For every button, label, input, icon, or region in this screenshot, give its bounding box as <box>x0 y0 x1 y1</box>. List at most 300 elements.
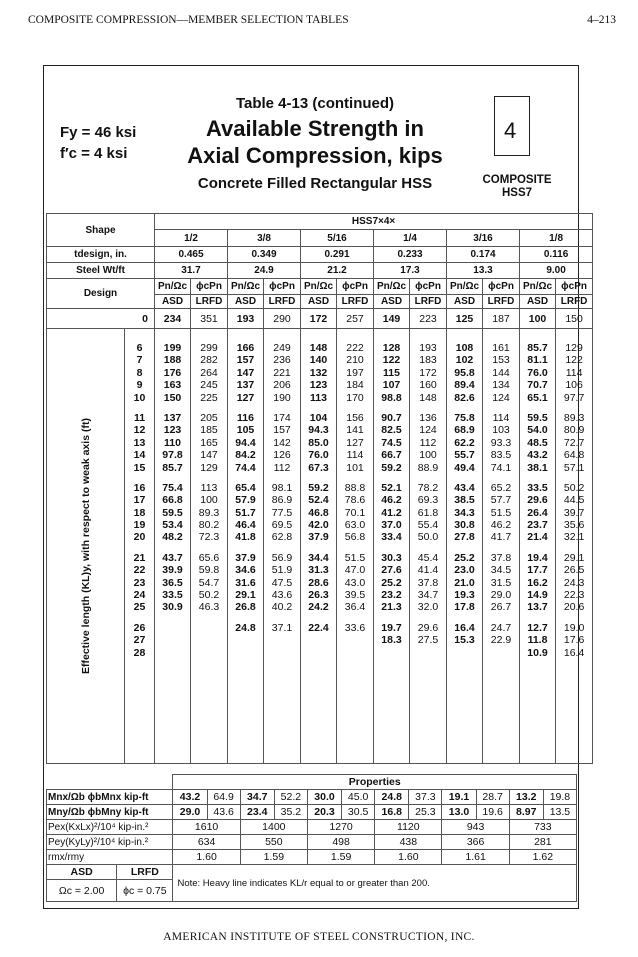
table-cell <box>337 634 373 646</box>
table-cell: 148 <box>419 391 437 404</box>
mny-11: 13.5 <box>543 805 576 820</box>
pn-asd-head: Pn/Ωc <box>228 279 264 295</box>
table-cell: 103 <box>492 424 510 437</box>
table-cell: 23.0 <box>454 564 475 577</box>
table-cell: 78.2 <box>417 481 439 494</box>
table-cell: 50.0 <box>417 531 439 544</box>
table-cell: 34.3 <box>454 506 475 519</box>
value-column-5 <box>337 329 374 764</box>
table-cell: 59.2 <box>381 461 402 474</box>
table-cell: 19.3 <box>454 589 475 602</box>
mny-4: 20.3 <box>307 805 341 820</box>
table-cell: 34.5 <box>490 564 512 577</box>
mnx-7: 37.3 <box>409 790 442 805</box>
table-cell: 29.1 <box>563 551 585 564</box>
cell: 257 <box>337 309 374 329</box>
table-cell <box>301 634 336 646</box>
table-cell: 67.3 <box>308 461 329 474</box>
table-cell: 52.4 <box>308 494 329 507</box>
pey-5: 281 <box>509 835 576 850</box>
table-cell: 76.0 <box>308 449 329 462</box>
table-cell: 16.4 <box>454 621 475 634</box>
table-cell: 165 <box>200 436 218 449</box>
properties-table <box>46 774 577 902</box>
table-cell: 37.8 <box>490 551 512 564</box>
table-cell: 56.9 <box>271 551 293 564</box>
table-cell: 147 <box>200 449 218 462</box>
cell: 187 <box>483 309 520 329</box>
table-cell: 17.6 <box>563 634 585 647</box>
table-cell: 11.8 <box>527 634 548 647</box>
table-cell: 264 <box>200 366 218 379</box>
table-cell: 50.2 <box>198 589 220 602</box>
thickness-4: 3/16 <box>447 230 520 247</box>
table-cell: 114 <box>346 449 364 462</box>
table-cell: 31.6 <box>235 576 256 589</box>
asd-head: ASD <box>301 295 337 309</box>
pex-label: Pex(KxLx)²/10⁴ kip-in.² <box>47 820 173 835</box>
table-cell: 59.5 <box>527 411 548 424</box>
table-cell: 19.0 <box>563 621 585 634</box>
table-cell: 75.4 <box>162 481 183 494</box>
table-cell: 46.2 <box>381 494 402 507</box>
table-cell: 32.1 <box>563 531 585 544</box>
table-cell: 95.8 <box>454 366 475 379</box>
mnx-9: 28.7 <box>476 790 509 805</box>
table-cell: 94.4 <box>235 436 256 449</box>
table-cell: 37.0 <box>381 519 402 532</box>
kl-value: 21 <box>133 551 146 564</box>
table-cell: 57.7 <box>490 494 512 507</box>
table-cell <box>483 647 519 659</box>
kl-value: 28 <box>133 646 146 659</box>
table-cell: 106 <box>565 379 583 392</box>
lrfd-label: LRFD <box>117 865 173 880</box>
table-cell: 59.2 <box>308 481 329 494</box>
kl-value: 27 <box>133 634 146 647</box>
table-cell: 59.5 <box>162 506 183 519</box>
table-cell: 46.4 <box>235 519 256 532</box>
table-cell: 19.4 <box>527 551 548 564</box>
table-cell: 124 <box>492 391 510 404</box>
table-cell: 39.5 <box>344 589 366 602</box>
pey-label: Pey(KyLy)²/10⁴ kip-in.² <box>47 835 173 850</box>
kl-value: 16 <box>133 481 146 494</box>
table-cell: 102 <box>455 354 474 367</box>
table-cell: 65.6 <box>198 551 220 564</box>
table-cell: 51.9 <box>271 564 293 577</box>
table-cell: 74.1 <box>490 461 512 474</box>
kl-value: 13 <box>133 436 146 449</box>
table-cell: 29.1 <box>235 589 256 602</box>
table-cell: 14.9 <box>527 589 548 602</box>
mny-6: 16.8 <box>375 805 409 820</box>
page-number: 4–213 <box>587 14 616 26</box>
pex-0: 1610 <box>173 820 240 835</box>
table-cell: 53.4 <box>162 519 183 532</box>
rmx-4: 1.61 <box>442 850 509 865</box>
lrfd-head: LRFD <box>556 295 593 309</box>
table-cell: 174 <box>273 411 291 424</box>
table-cell: 43.7 <box>162 551 183 564</box>
thickness-0: 1/2 <box>155 230 228 247</box>
table-cell: 35.6 <box>563 519 585 532</box>
table-cell: 144 <box>492 366 510 379</box>
table-cell: 10.9 <box>527 646 548 659</box>
table-cell: 113 <box>200 481 218 494</box>
pn-lrfd-head: ϕcPn <box>410 279 447 295</box>
table-title-2: Axial Compression, kips <box>187 143 443 168</box>
table-cell: 89.4 <box>454 379 475 392</box>
rmx-2: 1.59 <box>307 850 374 865</box>
table-cell: 36.5 <box>162 576 183 589</box>
tdesign-1: 0.349 <box>228 247 301 263</box>
table-cell: 37.9 <box>235 551 256 564</box>
table-cell: 161 <box>492 342 510 354</box>
cell: 223 <box>410 309 447 329</box>
table-cell: 221 <box>273 366 291 379</box>
asd-head: ASD <box>520 295 556 309</box>
table-cell: 184 <box>346 379 364 392</box>
value-column-9 <box>483 329 520 764</box>
material-props <box>60 122 136 164</box>
table-cell: 54.0 <box>527 424 548 437</box>
value-column-3 <box>264 329 301 764</box>
table-cell: 24.7 <box>490 621 512 634</box>
kl-value: 20 <box>133 531 146 544</box>
pex-2: 1270 <box>307 820 374 835</box>
table-cell: 27.5 <box>417 634 439 647</box>
table-cell: 26.4 <box>527 506 548 519</box>
table-cell: 132 <box>309 366 328 379</box>
table-cell: 48.2 <box>162 531 183 544</box>
table-cell: 65.1 <box>527 391 548 404</box>
thickness-3: 1/4 <box>374 230 447 247</box>
table-cell: 41.4 <box>417 564 439 577</box>
table-cell: 76.0 <box>527 366 548 379</box>
table-cell: 22.9 <box>490 634 512 647</box>
table-cell <box>410 647 446 659</box>
table-cell: 23.7 <box>527 519 548 532</box>
table-cell: 113 <box>310 391 327 404</box>
table-cell: 210 <box>346 354 364 367</box>
kl-value: 12 <box>133 424 146 437</box>
table-cell: 122 <box>565 354 583 367</box>
pn-lrfd-head: ϕcPn <box>337 279 374 295</box>
table-cell: 190 <box>273 391 291 404</box>
table-cell: 82.5 <box>381 424 402 437</box>
table-cell: 37.8 <box>417 576 439 589</box>
table-cell: 97.8 <box>162 449 183 462</box>
table-cell: 85.7 <box>527 342 548 354</box>
table-cell: 19.7 <box>381 621 402 634</box>
table-cell: 94.3 <box>308 424 329 437</box>
table-cell: 78.6 <box>344 494 366 507</box>
table-cell: 43.0 <box>344 576 366 589</box>
pex-4: 943 <box>442 820 509 835</box>
table-cell: 37.9 <box>308 531 329 544</box>
table-cell: 112 <box>419 436 437 449</box>
table-cell: 97.7 <box>563 391 585 404</box>
table-cell: 27.8 <box>454 531 475 544</box>
table-cell: 33.5 <box>527 481 548 494</box>
kl-value: 7 <box>136 354 143 367</box>
value-column-2 <box>228 329 264 764</box>
table-cell: 55.7 <box>454 449 475 462</box>
table-cell: 85.0 <box>308 436 329 449</box>
table-cell: 22.4 <box>308 621 329 634</box>
table-cell: 63.0 <box>344 519 366 532</box>
table-cell: 26.5 <box>563 564 585 577</box>
cell: 193 <box>228 309 264 329</box>
table-cell <box>264 634 300 646</box>
mnx-label: Mnx/Ωb ϕbMnx kip-ft <box>47 790 173 805</box>
table-cell: 36.4 <box>344 601 366 614</box>
kl-value: 25 <box>133 601 146 614</box>
properties-title: Properties <box>173 775 577 790</box>
kl-value: 26 <box>133 621 146 634</box>
table-cell: 30.8 <box>454 519 475 532</box>
table-cell: 28.6 <box>308 576 329 589</box>
table-cell: 127 <box>236 391 255 404</box>
mnx-11: 19.8 <box>543 790 576 805</box>
running-header <box>28 14 616 26</box>
kl-0: 0 <box>47 309 155 329</box>
pey-2: 498 <box>307 835 374 850</box>
table-cell: 81.1 <box>527 354 548 367</box>
table-cell: 21.4 <box>527 531 548 544</box>
table-cell: 185 <box>200 424 218 437</box>
weight-5: 9.00 <box>520 263 593 279</box>
kl-value: 18 <box>133 506 146 519</box>
table-cell <box>155 647 190 659</box>
table-cell: 15.3 <box>454 634 475 647</box>
pex-1: 1400 <box>240 820 307 835</box>
table-cell: 61.8 <box>417 506 439 519</box>
table-cell: 26.7 <box>490 601 512 614</box>
table-cell: 141 <box>346 424 364 437</box>
cell: 100 <box>520 309 556 329</box>
shape-label: Shape <box>47 214 155 247</box>
table-cell: 46.3 <box>198 601 220 614</box>
table-cell: 52.1 <box>381 481 402 494</box>
table-cell: 75.8 <box>454 411 475 424</box>
weight-3: 17.3 <box>374 263 447 279</box>
table-cell: 25.2 <box>381 576 402 589</box>
table-cell: 74.4 <box>235 461 256 474</box>
table-cell: 65.2 <box>490 481 512 494</box>
mny-label: Mny/Ωb ϕbMny kip-ft <box>47 805 173 820</box>
table-cell: 42.0 <box>308 519 329 532</box>
tdesign-0: 0.465 <box>155 247 228 263</box>
pey-3: 438 <box>375 835 442 850</box>
pex-3: 1120 <box>375 820 442 835</box>
lrfd-head: LRFD <box>410 295 447 309</box>
omega-value: Ωc = 2.00 <box>47 880 117 902</box>
rmx-3: 1.60 <box>375 850 442 865</box>
table-cell: 59.8 <box>198 564 220 577</box>
table-cell: 41.7 <box>490 531 512 544</box>
table-cell: 100 <box>419 449 437 462</box>
table-cell: 69.3 <box>417 494 439 507</box>
table-cell: 29.0 <box>490 589 512 602</box>
table-cell: 98.1 <box>271 481 293 494</box>
pn-lrfd-head: ϕcPn <box>191 279 228 295</box>
table-cell: 299 <box>200 342 218 354</box>
table-cell: 72.3 <box>198 531 220 544</box>
table-cell: 88.9 <box>417 461 439 474</box>
tdesign-5: 0.116 <box>520 247 593 263</box>
pn-asd-head: Pn/Ωc <box>374 279 410 295</box>
mny-9: 19.6 <box>476 805 509 820</box>
table-cell: 134 <box>492 379 510 392</box>
table-title-1: Available Strength in <box>205 116 424 141</box>
weight-4: 13.3 <box>447 263 520 279</box>
table-subtitle: Concrete Filled Rectangular HSS <box>197 175 433 192</box>
table-cell: 17.8 <box>454 601 475 614</box>
table-cell: 39.7 <box>563 506 585 519</box>
table-cell: 89.3 <box>563 411 585 424</box>
table-cell: 86.9 <box>271 494 293 507</box>
table-cell: 21.0 <box>454 576 475 589</box>
table-cell <box>374 647 409 659</box>
table-cell <box>191 622 227 634</box>
table-cell: 57.1 <box>563 461 585 474</box>
fy-label: Fy = 46 ksi <box>60 124 137 141</box>
mny-2: 23.4 <box>240 805 274 820</box>
table-cell: 188 <box>163 354 182 367</box>
table-cell: 156 <box>346 411 364 424</box>
table-cell: 101 <box>346 461 364 474</box>
table-cell <box>155 622 190 634</box>
table-cell: 30.9 <box>162 601 183 614</box>
table-cell: 51.5 <box>490 506 512 519</box>
weight-1: 24.9 <box>228 263 301 279</box>
table-cell: 12.7 <box>527 621 548 634</box>
table-cell <box>191 647 227 659</box>
table-cell: 22.3 <box>563 589 585 602</box>
pex-5: 733 <box>509 820 576 835</box>
value-column-11 <box>556 329 593 764</box>
table-cell: 29.6 <box>527 494 548 507</box>
value-column-7 <box>410 329 447 764</box>
table-cell: 183 <box>419 354 437 367</box>
mny-3: 35.2 <box>274 805 307 820</box>
table-cell: 129 <box>565 342 583 354</box>
table-cell: 43.6 <box>271 589 293 602</box>
table-cell: 43.2 <box>527 449 548 462</box>
table-cell: 18.3 <box>381 634 402 647</box>
kl-value: 19 <box>133 519 146 532</box>
table-cell: 69.5 <box>271 519 293 532</box>
table-cell: 66.8 <box>162 494 183 507</box>
mnx-3: 52.2 <box>274 790 307 805</box>
table-cell: 56.8 <box>344 531 366 544</box>
table-cell: 107 <box>382 379 401 392</box>
mny-0: 29.0 <box>173 805 207 820</box>
lrfd-head: LRFD <box>483 295 520 309</box>
table-cell: 34.6 <box>235 564 256 577</box>
table-cell: 41.8 <box>235 531 256 544</box>
weight-0: 31.7 <box>155 263 228 279</box>
table-cell: 40.2 <box>271 601 293 614</box>
table-cell <box>228 634 263 646</box>
table-cell: 140 <box>309 354 328 367</box>
table-number: Table 4-13 (continued) <box>235 95 395 112</box>
strength-table <box>46 213 593 764</box>
table-note: Note: Heavy line indicates KL/r equal to or greater than 200. <box>173 865 577 902</box>
table-cell: 68.9 <box>454 424 475 437</box>
cell: 351 <box>191 309 228 329</box>
pn-asd-head: Pn/Ωc <box>447 279 483 295</box>
table-cell: 62.2 <box>454 436 475 449</box>
table-cell: 137 <box>236 379 255 392</box>
table-cell: 33.5 <box>162 589 183 602</box>
asd-label: ASD <box>47 865 117 880</box>
tdesign-4: 0.174 <box>447 247 520 263</box>
kl-column <box>125 329 155 764</box>
mnx-2: 34.7 <box>240 790 274 805</box>
table-cell: 114 <box>565 366 583 379</box>
value-column-10 <box>520 329 556 764</box>
kl-value: 17 <box>133 494 146 507</box>
mnx-8: 19.1 <box>442 790 476 805</box>
table-cell <box>447 647 482 659</box>
rmx-0: 1.60 <box>173 850 240 865</box>
table-cell: 43.4 <box>454 481 475 494</box>
wt-label: Steel Wt/ft <box>47 263 155 279</box>
design-label: Design <box>47 279 155 309</box>
lrfd-head: LRFD <box>191 295 228 309</box>
table-cell: 16.4 <box>563 646 585 659</box>
table-cell: 32.0 <box>417 601 439 614</box>
table-cell: 23.2 <box>381 589 402 602</box>
table-cell: 80.9 <box>563 424 585 437</box>
asd-head: ASD <box>228 295 264 309</box>
table-cell <box>301 647 336 659</box>
table-cell: 77.5 <box>271 506 293 519</box>
table-cell: 112 <box>273 461 291 474</box>
table-cell: 54.7 <box>198 576 220 589</box>
table-cell <box>228 647 263 659</box>
table-cell: 51.5 <box>344 551 366 564</box>
table-cell: 84.2 <box>235 449 256 462</box>
table-cell: 142 <box>273 436 291 449</box>
table-cell: 83.5 <box>490 449 512 462</box>
value-column-4 <box>301 329 337 764</box>
table-cell: 34.7 <box>417 589 439 602</box>
table-cell: 282 <box>200 354 218 367</box>
table-cell: 72.7 <box>563 436 585 449</box>
table-cell: 50.2 <box>563 481 585 494</box>
pn-asd-head: Pn/Ωc <box>155 279 191 295</box>
table-cell: 157 <box>273 424 291 437</box>
table-cell: 33.6 <box>344 621 366 634</box>
pn-asd-head: Pn/Ωc <box>301 279 337 295</box>
thickness-1: 3/8 <box>228 230 301 247</box>
table-cell: 62.8 <box>271 531 293 544</box>
table-cell: 157 <box>236 354 255 367</box>
table-cell: 70.7 <box>527 379 548 392</box>
rmx-5: 1.62 <box>509 850 576 865</box>
phi-value: ϕc = 0.75 <box>117 880 173 902</box>
value-column-1 <box>191 329 228 764</box>
value-column-0 <box>155 329 191 764</box>
table-cell: 82.6 <box>454 391 475 404</box>
table-cell: 55.4 <box>417 519 439 532</box>
table-cell: 148 <box>309 342 328 354</box>
mnx-0: 43.2 <box>173 790 207 805</box>
